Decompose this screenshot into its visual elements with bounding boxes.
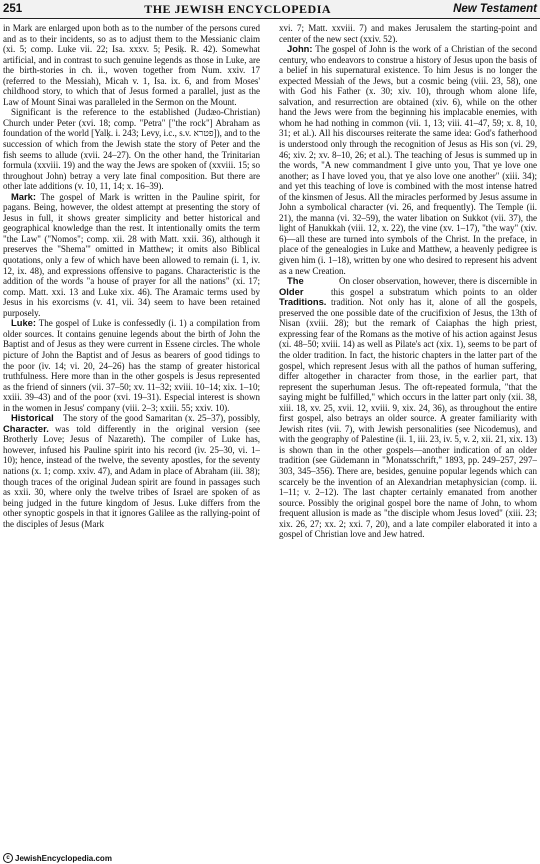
left-column — [3, 23, 260, 856]
paragraph-mark: Mark: The gospel of Mark is written in the Pauline spirit, for pagans. Being, however, the oldest attempt at presenting the story of Jesus in full, it shows greater simplicity and better historical and geographical knowledge than the rest. It intentionally omits the term "the Law" ("Nomos"; comp. xii. 28 with Matt. xxii. 36), although it preserves the "Shema'" omitted in Matthew; it omits also Biblical quotations, only a few of which have been allowed to remain (i. 1, iv. 12, ix. 48), and expressions offensive to pagans. Characteristic is the addition of the words "a house of prayer for all the nations" (xi. 17; comp. Matt. xxi. 13 and Luke xix. 46). The Aramaic terms used by Jesus in his exorcisms (v. 41, vii. 34) seem to have been retained purposely. — [3, 190, 260, 318]
section-title: New Testament — [453, 3, 537, 15]
paragraph-john: John: The gospel of John is the work of a Christian of the second century, who endeavors to construe a history of Jesus upon the basis of a belief in his supernatural existence. To him Jesus is no longer the expected Messiah of the Jews, but a cosmic being (viii. 23, 58), one with God his Father (x. 30; xiv. 10), through whom alone life, salvation, and resurrection are obtained (xiv. 6), while on the other hand the Jews were from the beginning his implacable enemies, with whom he had nothing in common (vii. 1, 13; viii. 41–47, 59; x. 8, 10, 31; et al.). All his discourses reiterate the same idea: God's fatherhood is understood only through the recognition of Jesus as His son (vi. 29, 46; xiv. 2; xv. 8–10, 26; et al.). The teaching of Jesus is summed up in the words, "A new commandment I give unto you, That ye love one another; as I have loved you, that ye also love one another" (xiii. 34); and yet this teaching of love is combined with the most intense hatred of the kinsmen of Jesus. All the miracles performed by Jesus assume in John a symbolical character (vi. 26, and frequently). The Temple (ii. 21), the manna (vi. 32–59), the water libation on Sukkot (vii. 37), the light of Ḥanukkah (viii. 12, x. 22), the vine (xv. 1–17), "the way" (xiv. 6)—all these are turned into symbols of the Christ. In the preface, in place of the genealogies in Luke and Matthew, a heavenly pedigree is given him (i. 1–18), written by one who desired to represent his advent as a new Creation. — [279, 43, 537, 276]
copyright-icon: c — [3, 853, 13, 863]
paragraph-significant: Significant is the reference to the established (Judæo-Christian) Church under Peter (xvi. 18; comp. "Petra" ["the rock"] Abraham as foundation of the world [Yalḳ. i. 243; Levy, i.c., s.v. פטרא]), and to the succession of which from the Jewish state the story of Peter and the fish seems to allude (xvii. 24–27). On the other hand, the Trinitarian formula (xxviii. 19) and the way the Jews are spoken of (xxviii. 15; so throughout John) betray a very late final composition. But there are other late additions (v. 10, 11, 14; x. 16–39). — [3, 107, 260, 192]
paragraph-luke: Luke: The gospel of Luke is confessedly (i. 1) a compilation from older sources. It contains genuine legends about the birth of John the Baptist and of Jesus as they were current in Essene circles. The whole picture of John the Baptist and of Jesus as bearers of good tidings to the poor (iv. 14; vi. 20, 24–26) has the stamp of greater historical truthfulness. Here more than in the other gospels is Jesus represented as the friend of sinners (vii. 37–50; xv. 11–32; xviii. 10–14; xix. 1–10; xxiii. 39–43) and of the poor (xvi. 19–31). Especial interest is shown in the women in Jesus' company (viii. 2–3; xxiii. 55; xxiv. 10). — [3, 317, 260, 413]
site-name[interactable]: JewishEncyclopedia.com — [15, 853, 112, 863]
heading-luke: Luke: — [11, 317, 37, 329]
paragraph-luke-cont: xvi. 7; Matt. xxviii. 7) and makes Jerusalem the starting-point and center of the new sect (xxiv. 52). — [279, 23, 537, 44]
page-number: 251 — [3, 3, 23, 15]
sidehead-historical-character: Historical Character. — [3, 412, 54, 434]
heading-john: John: — [287, 43, 313, 55]
right-column — [279, 23, 537, 856]
page-header — [0, 0, 540, 19]
sidehead-older-traditions: The Older Traditions. — [279, 275, 327, 308]
paragraph-matthew-cont: in Mark are enlarged upon both as to the number of the persons cured and as to their incidents, so as to adjust them to the Messianic claim (xi. 5; comp. Luke vii. 22; Isa. xxxv. 5; Pesiḳ. R. 42). Somewhat artificial, and in contrast to such genuine legends as those in Luke, are the birth-stories in ch. ii., woven together from Num. xxiv. 17 (referred to the Messiah), Micah v. 1, Isa. ix. 6, and from Moses' childhood story, to which that of Jesus formed a parallel, just as the Law of Mount Sinai was paralleled in the Sermon on the Mount. — [3, 23, 260, 107]
site-footer — [3, 853, 112, 863]
paragraph-good-samaritan: Historical Character. The story of the good Samaritan (x. 25–37), possibly, was told differently in the original version (see Brotherly Love; Jesus of Nazareth). The compiler of Luke has, however, infused his Pauline spirit into his record (iv. 25–30, vi. 1–10); hence, instead of the twelve, the seventy apostles, for the seventy nations (x. 1; comp. xxiv. 47), and Adam in place of Abraham (iii. 38); though traces of the original Judean spirit are found in passages such as xxii. 30, where only the twelve tribes of Israel are spoken of as being judged in the future kingdom of Jesus. Luke differs from the other synoptic gospels in that it ignores Galilee as the rallying-point of the disciples of Jesus (Mark — [3, 412, 260, 529]
paragraph-older-traditions: The Older Traditions. On closer observation, however, there is discernible in this gospel a substratum which points to an older tradition. Not only has it, alone of all the gospels, preserved the one possible date of the crucifixion of Jesus, the 13th of Nisan (xviii. 28); but the remark of Caiaphas the high priest, expressing fear of the Romans as the motive of his action against Jesus (xi. 48–50; xviii. 14) as well as Pilate's act (xix. 1), seems to be part of the older tradition. In fact, the historic chapters in the latter part of the gospel, which represent Jesus with all the pathos of human suffering, differ altogether in character from those, in the earlier part, that represent the superhuman Jesus. The oft-repeated formula, "that the saying might be fulfilled," which occurs in the latter part only (xii. 38, xiii. 18, xv. 25, xvii. 12, xviii. 9, xix. 24, 36), as throughout the entire first gospel, also betrays an older source. A greater familiarity with Jewish rites (vii. 7), with Jewish personalities (see Nicodemus), and with the geography of Palestine (ii. 1, iii. 23, iv. 5, v. 2, xii. 21, xix. 13) is shown than in the other gospels—another indication of an older tradition (see Güdemann in "Monatsschrift," 1893, pp. 249–257, 297–303, 345–356). There are, besides, genuine popular legends which can scarcely be the invention of an Alexandrian metaphysician (comp. ii. 1–11; v. 2–12). The last chapter certainly emanated from another source. Possibly the original gospel bore the name of John, to whom frequent allusion is made as "the disciple whom Jesus loved" (xiii. 23; xix. 26, 27; xx. 2; xxi. 7, 20), and a late compiler elaborated it into a gospel of Christian love and Jew hatred. — [279, 275, 537, 540]
heading-mark: Mark: — [11, 190, 37, 202]
running-title: THE JEWISH ENCYCLOPEDIA — [144, 1, 332, 16]
